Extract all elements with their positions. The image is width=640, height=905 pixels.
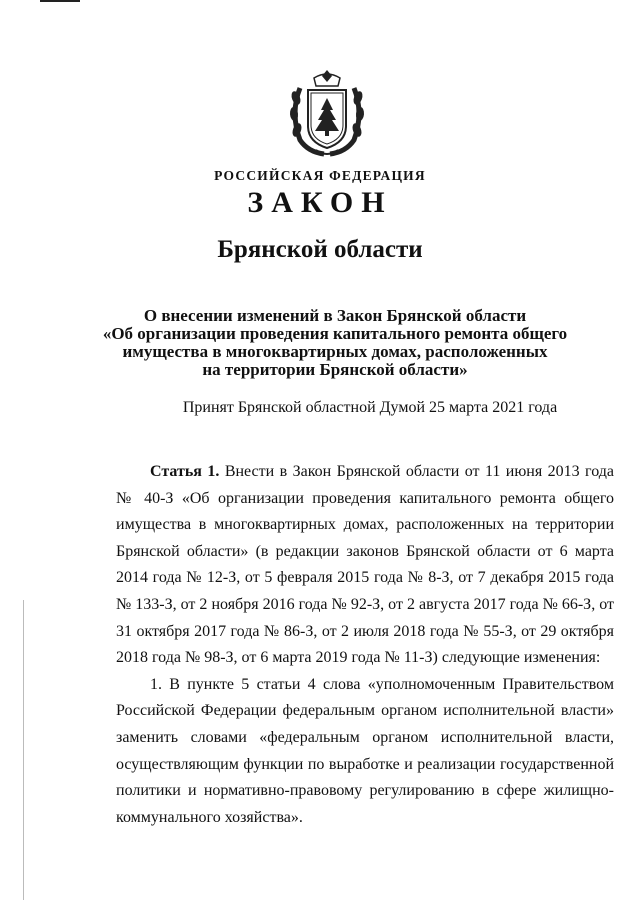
- law-title-line: на территории Брянской области»: [202, 360, 468, 379]
- bryansk-coat-of-arms-icon: [286, 68, 368, 158]
- scan-edge-mark: [40, 0, 80, 2]
- law-title: [100, 307, 570, 379]
- federation-heading: РОССИЙСКАЯ ФЕДЕРАЦИЯ: [214, 168, 426, 183]
- article-label: Статья 1.: [150, 463, 220, 480]
- scan-edge-mark-left: [23, 600, 24, 900]
- law-title-line: «Об организации проведения капитального ремонта общего: [102, 324, 568, 343]
- article-paragraph: [116, 459, 614, 672]
- article-text: Внести в Закон Брянской области от 11 июня 2013 года № 40-З «Об организации проведения капитального ремонта общего имущества в многоквартирных домах, расположенных на территории Брянской области» (в редакции законов Брянской области от 6 марта 2014 года № 12-З, от 5 февраля 2015 года № 8-З, от 7 декабря 2015 года № 133-З, от 2 ноября 2016 года № 92-З, от 2 августа 2017 года № 66-З, от 31 октября 2017 года № 86-З, от 2 июля 2018 года № 55-З, от 29 октября 2018 года № 98-З, от 6 марта 2019 года № 11-З) следующие изменения:: [116, 463, 614, 667]
- region-heading: Брянской области: [217, 236, 423, 263]
- adoption-note: Принят Брянской областной Думой 25 марта 2021 года: [182, 399, 558, 416]
- law-heading: ЗАКОН: [247, 186, 393, 219]
- law-title-line: имущества в многоквартирных домах, расположенных: [122, 342, 548, 361]
- amendment-item: 1. В пункте 5 статьи 4 слова «уполномоченным Правительством Российской Федерации федеральным органом исполнительной власти» заменить словами «федеральным органом исполнительной власти, осуществляющим функции по выработке и реализации государственной политики и нормативно-правовому регулированию в сфере жилищно-коммунального хозяйства».: [116, 675, 614, 826]
- law-title-line: О внесении изменений в Закон Брянской области: [143, 306, 527, 325]
- document-body: [116, 459, 614, 831]
